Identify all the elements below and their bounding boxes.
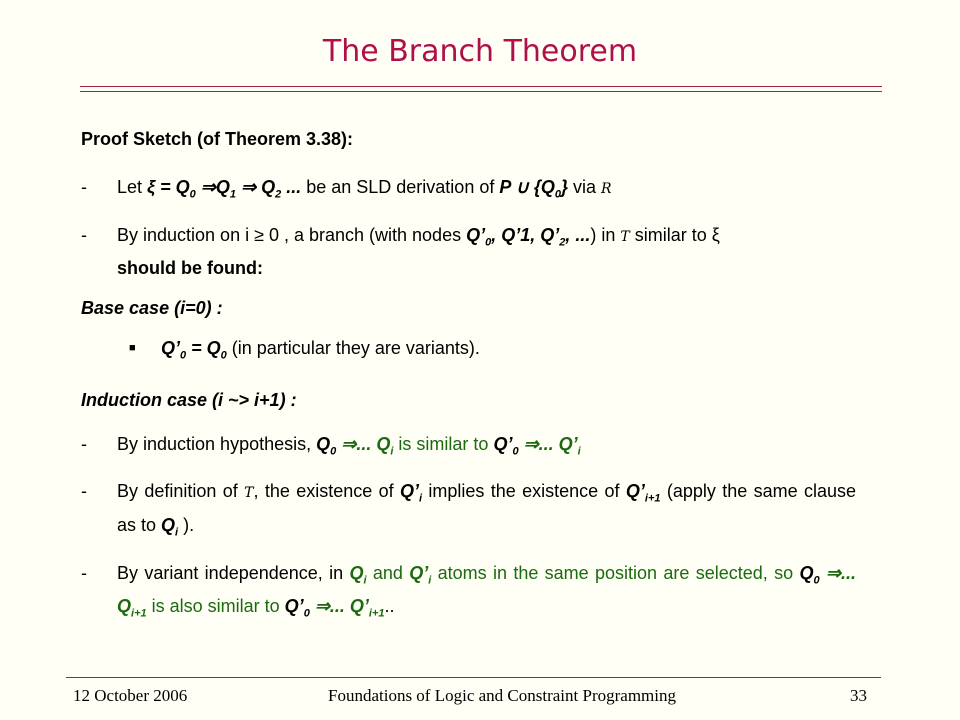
bullet-text: By induction on i ≥ 0 , a branch (with nodes $Q’_0$, Q’1, $Q’_2$, ...) in T similar to ξ should be found:: [117, 224, 720, 279]
bullet-variant-independence: [81, 560, 856, 627]
dash-marker: -: [81, 433, 87, 454]
proof-heading: Proof Sketch (of Theorem 3.38):: [81, 129, 354, 149]
bullet-text: Let $\xi = Q_0$ $\Rightarrow Q_1$ ⇒ $Q_2$ ... be an SLD derivation of P ∪ $\{Q_0\}$ via R: [117, 177, 612, 201]
footer-date: 12 October 2006: [73, 686, 188, 705]
bullet-text: By induction hypothesis, $Q_0$ ⇒... $Q_i$ is similar to $Q’_0$ ⇒... $Q’_i$: [117, 433, 581, 458]
bullet-definition: [81, 478, 856, 545]
page-number: 33: [850, 686, 867, 705]
bullet-text: By variant independence, in $Q_i$ and $Q’_i$ atoms in the same position are selected, so $Q_0$ ⇒... $Q_{i+1}$ is also similar to $Q’_0$ ⇒... $Q’_{i+1}$..: [117, 562, 856, 620]
slide-title: The Branch Theorem: [322, 34, 638, 69]
base-case-text: $Q’_0 = Q_0$ (in particular they are variants).: [161, 338, 480, 362]
slide-body: [81, 126, 856, 627]
dash-marker: -: [81, 562, 87, 583]
bullet-induction: [81, 222, 856, 282]
footer-course-title: Foundations of Logic and Constraint Programming: [328, 686, 676, 705]
dash-marker: -: [81, 177, 87, 197]
dash-marker: -: [81, 481, 87, 502]
bullet-text: By definition of T, the existence of $Q’_i$ implies the existence of $Q’_{i+1}$ (apply the same clause as to $Q_i$ ).: [117, 481, 856, 539]
bullet-hypothesis: [81, 431, 856, 465]
dash-marker: -: [81, 224, 87, 245]
base-case-heading: Base case (i=0) :: [81, 298, 223, 319]
induction-case-heading: Induction case (i ~> i+1) :: [81, 389, 297, 410]
base-case-item: [129, 335, 904, 369]
title-divider: [80, 86, 882, 92]
footer-divider: [66, 677, 881, 678]
bullet-sld-derivation: [81, 174, 856, 208]
square-bullet-icon: ■: [129, 342, 136, 355]
